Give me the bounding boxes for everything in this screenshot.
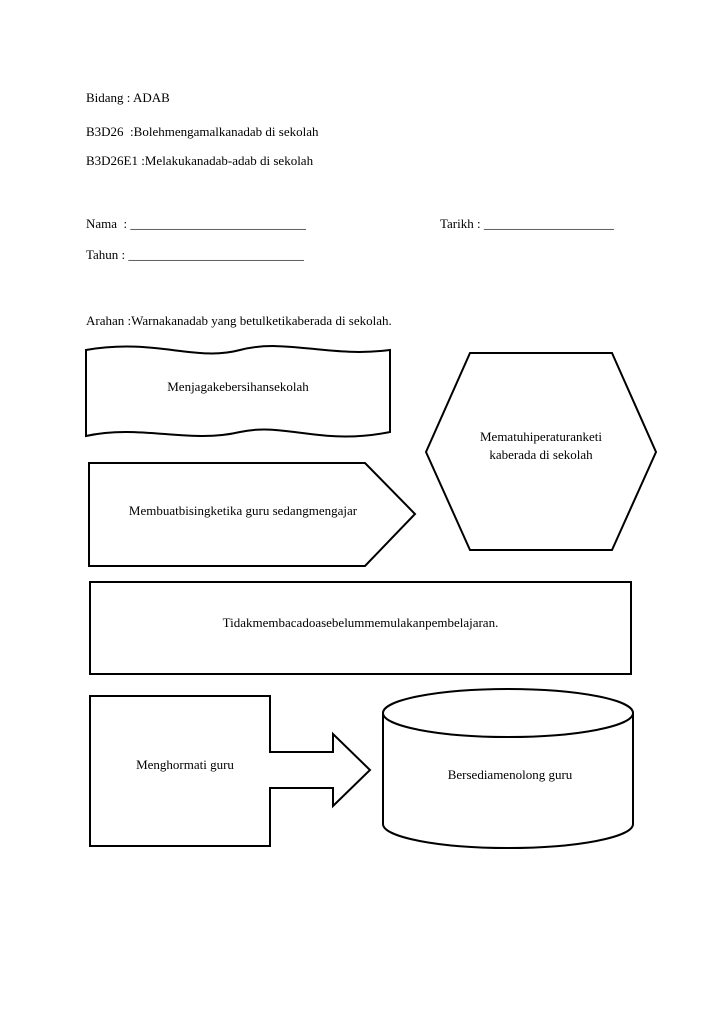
- hexagon-label-line2: kaberada di sekolah: [489, 447, 593, 462]
- objective-label: B3D26E1 :Melakukanadab-adab di sekolah: [86, 153, 314, 168]
- date-field[interactable]: Tarikh : ____________________: [440, 216, 614, 231]
- standard-label: B3D26 :Bolehmengamalkanadab di sekolah: [86, 124, 319, 139]
- pentagon-label: Membuatbisingketika guru sedangmengajar: [128, 503, 358, 518]
- cylinder-label: Bersediamenolong guru: [447, 767, 573, 782]
- hexagon-label-line1: Mematuhiperaturanketi: [479, 429, 602, 444]
- instruction-text: Arahan :Warnakanadab yang betulketikaberada di sekolah.: [86, 313, 392, 328]
- wave-banner-label: Menjagakebersihansekolah: [167, 379, 309, 394]
- arrow-box-label: Menghormati guru: [136, 757, 234, 772]
- year-field[interactable]: Tahun : ___________________________: [86, 247, 304, 262]
- name-field[interactable]: Nama : ___________________________: [86, 216, 306, 231]
- subject-label: Bidang : ADAB: [86, 90, 170, 105]
- rectangle-label: Tidakmembacadoasebelummemulakanpembelajaran.: [222, 615, 499, 630]
- cylinder-top-shape[interactable]: [383, 689, 633, 737]
